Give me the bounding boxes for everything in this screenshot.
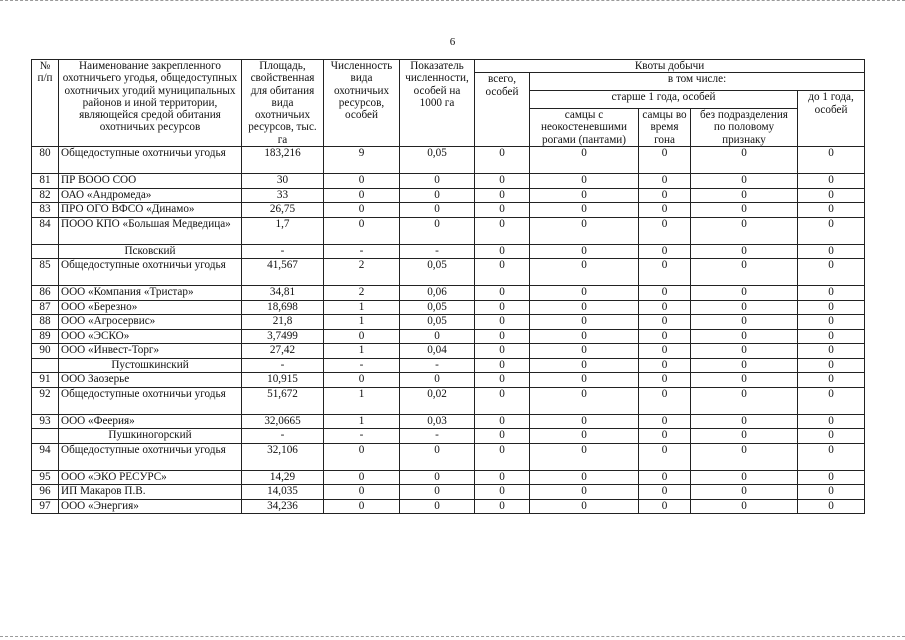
- row-name: Псковский: [59, 244, 242, 259]
- row-name: Общедоступные охотничьи угодья: [59, 443, 242, 470]
- row-under1: 0: [798, 485, 865, 500]
- row-total: 0: [475, 373, 530, 388]
- row-number: 84: [32, 217, 59, 244]
- row-density: 0: [400, 485, 475, 500]
- row-density: 0: [400, 499, 475, 514]
- row-no-division: 0: [691, 358, 798, 373]
- row-number: 95: [32, 470, 59, 485]
- row-total: 0: [475, 470, 530, 485]
- row-density: 0,05: [400, 300, 475, 315]
- row-density: 0: [400, 470, 475, 485]
- table-row: [32, 203, 865, 218]
- row-males-antlers: 0: [530, 244, 639, 259]
- region-row: [32, 429, 865, 444]
- table-row: [32, 329, 865, 344]
- row-number: 89: [32, 329, 59, 344]
- row-no-division: 0: [691, 429, 798, 444]
- row-density: 0: [400, 217, 475, 244]
- table-row: [32, 499, 865, 514]
- row-total: 0: [475, 414, 530, 429]
- row-population: 2: [324, 286, 400, 301]
- row-name: ООО «Агросервис»: [59, 315, 242, 330]
- row-density: 0,05: [400, 315, 475, 330]
- row-density: 0,05: [400, 259, 475, 286]
- row-density: 0: [400, 373, 475, 388]
- row-total: 0: [475, 174, 530, 189]
- table-row: [32, 485, 865, 500]
- row-total: 0: [475, 429, 530, 444]
- row-under1: 0: [798, 443, 865, 470]
- row-males-antlers: 0: [530, 217, 639, 244]
- row-population: 2: [324, 259, 400, 286]
- row-area: 41,567: [242, 259, 324, 286]
- row-name: ООО «Энергия»: [59, 499, 242, 514]
- row-males-antlers: 0: [530, 259, 639, 286]
- row-number: 93: [32, 414, 59, 429]
- row-no-division: 0: [691, 286, 798, 301]
- row-no-division: 0: [691, 203, 798, 218]
- row-name: ПООО КПО «Большая Медведица»: [59, 217, 242, 244]
- row-males-antlers: 0: [530, 387, 639, 414]
- row-total: 0: [475, 203, 530, 218]
- row-area: 1,7: [242, 217, 324, 244]
- quota-table: [31, 59, 865, 514]
- row-number: 97: [32, 499, 59, 514]
- header-older: старше 1 года, особей: [530, 91, 798, 109]
- row-no-division: 0: [691, 344, 798, 359]
- header-no-division: без подразделения по половому признаку: [691, 109, 798, 147]
- row-population: 0: [324, 203, 400, 218]
- table-row: [32, 315, 865, 330]
- header-quotas: Квоты добычи: [475, 60, 865, 73]
- row-males-rut: 0: [639, 329, 691, 344]
- row-number: [32, 358, 59, 373]
- row-total: 0: [475, 188, 530, 203]
- table-row: [32, 344, 865, 359]
- row-population: -: [324, 429, 400, 444]
- row-no-division: 0: [691, 373, 798, 388]
- row-population: 1: [324, 300, 400, 315]
- header-including: в том числе:: [530, 73, 865, 91]
- table-row: [32, 373, 865, 388]
- row-number: [32, 429, 59, 444]
- row-under1: 0: [798, 470, 865, 485]
- row-name: ОАО «Андромеда»: [59, 188, 242, 203]
- row-no-division: 0: [691, 300, 798, 315]
- row-no-division: 0: [691, 387, 798, 414]
- row-no-division: 0: [691, 485, 798, 500]
- row-total: 0: [475, 344, 530, 359]
- row-under1: 0: [798, 358, 865, 373]
- row-area: 18,698: [242, 300, 324, 315]
- row-population: 0: [324, 217, 400, 244]
- row-total: 0: [475, 443, 530, 470]
- row-name: ИП Макаров П.В.: [59, 485, 242, 500]
- row-under1: 0: [798, 315, 865, 330]
- row-under1: 0: [798, 414, 865, 429]
- row-name: ООО «ЭСКО»: [59, 329, 242, 344]
- row-under1: 0: [798, 188, 865, 203]
- row-males-antlers: 0: [530, 300, 639, 315]
- row-under1: 0: [798, 387, 865, 414]
- row-males-rut: 0: [639, 188, 691, 203]
- row-males-rut: 0: [639, 147, 691, 174]
- row-total: 0: [475, 387, 530, 414]
- row-name: Пушкиногорский: [59, 429, 242, 444]
- row-males-rut: 0: [639, 373, 691, 388]
- row-density: 0,03: [400, 414, 475, 429]
- row-name: ООО «Березно»: [59, 300, 242, 315]
- row-density: 0: [400, 203, 475, 218]
- row-number: 81: [32, 174, 59, 189]
- table-row: [32, 470, 865, 485]
- row-area: 30: [242, 174, 324, 189]
- table-row: [32, 259, 865, 286]
- row-males-antlers: 0: [530, 147, 639, 174]
- row-number: 90: [32, 344, 59, 359]
- row-population: 0: [324, 470, 400, 485]
- row-name: Пустошкинский: [59, 358, 242, 373]
- row-area: 32,106: [242, 443, 324, 470]
- row-density: 0: [400, 188, 475, 203]
- row-area: 21,8: [242, 315, 324, 330]
- row-number: 87: [32, 300, 59, 315]
- row-under1: 0: [798, 300, 865, 315]
- row-density: 0: [400, 174, 475, 189]
- row-density: 0,06: [400, 286, 475, 301]
- row-males-rut: 0: [639, 217, 691, 244]
- row-males-rut: 0: [639, 300, 691, 315]
- table-row: [32, 174, 865, 189]
- row-no-division: 0: [691, 329, 798, 344]
- row-total: 0: [475, 300, 530, 315]
- row-males-rut: 0: [639, 259, 691, 286]
- header-name: Наименование закрепленного охотничьего угодья, общедоступных охотничьих угодий муниципальных районов и иной территории, являющейся средой обитания охотничьих ресурсов: [59, 60, 242, 147]
- row-males-antlers: 0: [530, 174, 639, 189]
- row-density: 0: [400, 443, 475, 470]
- row-area: 27,42: [242, 344, 324, 359]
- row-under1: 0: [798, 203, 865, 218]
- row-males-rut: 0: [639, 485, 691, 500]
- row-males-antlers: 0: [530, 499, 639, 514]
- row-number: [32, 244, 59, 259]
- region-row: [32, 358, 865, 373]
- row-population: 0: [324, 443, 400, 470]
- row-area: 33: [242, 188, 324, 203]
- row-name: ООО Заозерье: [59, 373, 242, 388]
- row-males-antlers: 0: [530, 286, 639, 301]
- row-number: 96: [32, 485, 59, 500]
- row-under1: 0: [798, 286, 865, 301]
- row-area: 183,216: [242, 147, 324, 174]
- row-population: 0: [324, 499, 400, 514]
- header-under1: до 1 года, особей: [798, 91, 865, 147]
- row-no-division: 0: [691, 499, 798, 514]
- row-males-rut: 0: [639, 244, 691, 259]
- table-row: [32, 286, 865, 301]
- row-area: 3,7499: [242, 329, 324, 344]
- row-males-antlers: 0: [530, 315, 639, 330]
- row-name: ПР ВООО СОО: [59, 174, 242, 189]
- row-number: 91: [32, 373, 59, 388]
- row-no-division: 0: [691, 188, 798, 203]
- row-males-antlers: 0: [530, 414, 639, 429]
- row-number: 86: [32, 286, 59, 301]
- row-population: -: [324, 244, 400, 259]
- header-area: Площадь, свойственная для обитания вида охотничьих ресурсов, тыс. га: [242, 60, 324, 147]
- row-total: 0: [475, 259, 530, 286]
- table-row: [32, 300, 865, 315]
- quota-table-body: [32, 147, 865, 514]
- row-no-division: 0: [691, 259, 798, 286]
- row-males-rut: 0: [639, 387, 691, 414]
- row-number: 85: [32, 259, 59, 286]
- row-area: 34,81: [242, 286, 324, 301]
- row-males-antlers: 0: [530, 429, 639, 444]
- row-number: 80: [32, 147, 59, 174]
- region-row: [32, 244, 865, 259]
- header-males-rut: самцы во время гона: [639, 109, 691, 147]
- row-males-antlers: 0: [530, 344, 639, 359]
- row-density: 0: [400, 329, 475, 344]
- header-population: Численность вида охотничьих ресурсов, особей: [324, 60, 400, 147]
- row-no-division: 0: [691, 443, 798, 470]
- row-males-rut: 0: [639, 174, 691, 189]
- row-total: 0: [475, 286, 530, 301]
- row-males-antlers: 0: [530, 358, 639, 373]
- row-area: 14,035: [242, 485, 324, 500]
- row-males-rut: 0: [639, 358, 691, 373]
- row-under1: 0: [798, 329, 865, 344]
- row-area: 26,75: [242, 203, 324, 218]
- row-density: -: [400, 429, 475, 444]
- row-total: 0: [475, 499, 530, 514]
- row-area: -: [242, 429, 324, 444]
- row-area: 10,915: [242, 373, 324, 388]
- row-total: 0: [475, 217, 530, 244]
- row-area: -: [242, 358, 324, 373]
- row-no-division: 0: [691, 174, 798, 189]
- row-total: 0: [475, 244, 530, 259]
- row-area: 34,236: [242, 499, 324, 514]
- row-number: 92: [32, 387, 59, 414]
- row-density: 0,05: [400, 147, 475, 174]
- row-name: ООО «Инвест-Торг»: [59, 344, 242, 359]
- row-under1: 0: [798, 499, 865, 514]
- row-under1: 0: [798, 147, 865, 174]
- row-number: 88: [32, 315, 59, 330]
- row-males-rut: 0: [639, 315, 691, 330]
- row-area: 32,0665: [242, 414, 324, 429]
- header-num: № п/п: [32, 60, 59, 147]
- row-population: 1: [324, 315, 400, 330]
- row-males-antlers: 0: [530, 485, 639, 500]
- row-number: 83: [32, 203, 59, 218]
- row-density: 0,04: [400, 344, 475, 359]
- row-name: Общедоступные охотничьи угодья: [59, 259, 242, 286]
- row-males-rut: 0: [639, 203, 691, 218]
- table-row: [32, 147, 865, 174]
- row-no-division: 0: [691, 217, 798, 244]
- row-under1: 0: [798, 344, 865, 359]
- row-males-antlers: 0: [530, 188, 639, 203]
- row-population: 0: [324, 485, 400, 500]
- header-total: всего, особей: [475, 73, 530, 147]
- row-population: -: [324, 358, 400, 373]
- row-name: ООО «Компания «Тристар»: [59, 286, 242, 301]
- table-row: [32, 387, 865, 414]
- row-under1: 0: [798, 259, 865, 286]
- row-population: 1: [324, 344, 400, 359]
- row-area: 51,672: [242, 387, 324, 414]
- row-population: 1: [324, 414, 400, 429]
- row-density: -: [400, 358, 475, 373]
- row-name: Общедоступные охотничьи угодья: [59, 387, 242, 414]
- row-males-antlers: 0: [530, 470, 639, 485]
- table-row: [32, 414, 865, 429]
- row-under1: 0: [798, 373, 865, 388]
- row-males-rut: 0: [639, 414, 691, 429]
- row-name: ООО «ЭКО РЕСУРС»: [59, 470, 242, 485]
- row-density: 0,02: [400, 387, 475, 414]
- row-density: -: [400, 244, 475, 259]
- row-males-rut: 0: [639, 429, 691, 444]
- row-under1: 0: [798, 217, 865, 244]
- row-total: 0: [475, 315, 530, 330]
- row-population: 1: [324, 387, 400, 414]
- row-no-division: 0: [691, 414, 798, 429]
- row-males-antlers: 0: [530, 203, 639, 218]
- row-area: -: [242, 244, 324, 259]
- row-under1: 0: [798, 429, 865, 444]
- header-males-antlers: самцы с неокостеневшими рогами (пантами): [530, 109, 639, 147]
- row-name: Общедоступные охотничьи угодья: [59, 147, 242, 174]
- row-males-antlers: 0: [530, 373, 639, 388]
- table-row: [32, 217, 865, 244]
- row-no-division: 0: [691, 147, 798, 174]
- row-total: 0: [475, 329, 530, 344]
- table-row: [32, 443, 865, 470]
- page-number: 6: [449, 36, 456, 48]
- header-density: Показатель численности, особей на 1000 га: [400, 60, 475, 147]
- row-name: ПРО ОГО ВФСО «Динамо»: [59, 203, 242, 218]
- row-males-rut: 0: [639, 443, 691, 470]
- row-name: ООО «Феерия»: [59, 414, 242, 429]
- row-population: 0: [324, 329, 400, 344]
- row-total: 0: [475, 358, 530, 373]
- row-males-rut: 0: [639, 286, 691, 301]
- row-population: 0: [324, 174, 400, 189]
- scan-edge-bottom: [0, 636, 905, 640]
- row-males-antlers: 0: [530, 329, 639, 344]
- row-males-rut: 0: [639, 499, 691, 514]
- row-under1: 0: [798, 244, 865, 259]
- row-total: 0: [475, 147, 530, 174]
- row-no-division: 0: [691, 470, 798, 485]
- scan-edge-top: [0, 0, 905, 4]
- row-population: 9: [324, 147, 400, 174]
- table-row: [32, 188, 865, 203]
- row-under1: 0: [798, 174, 865, 189]
- row-number: 82: [32, 188, 59, 203]
- row-population: 0: [324, 188, 400, 203]
- row-males-rut: 0: [639, 470, 691, 485]
- row-no-division: 0: [691, 244, 798, 259]
- row-population: 0: [324, 373, 400, 388]
- row-total: 0: [475, 485, 530, 500]
- row-area: 14,29: [242, 470, 324, 485]
- row-number: 94: [32, 443, 59, 470]
- row-no-division: 0: [691, 315, 798, 330]
- row-males-rut: 0: [639, 344, 691, 359]
- row-males-antlers: 0: [530, 443, 639, 470]
